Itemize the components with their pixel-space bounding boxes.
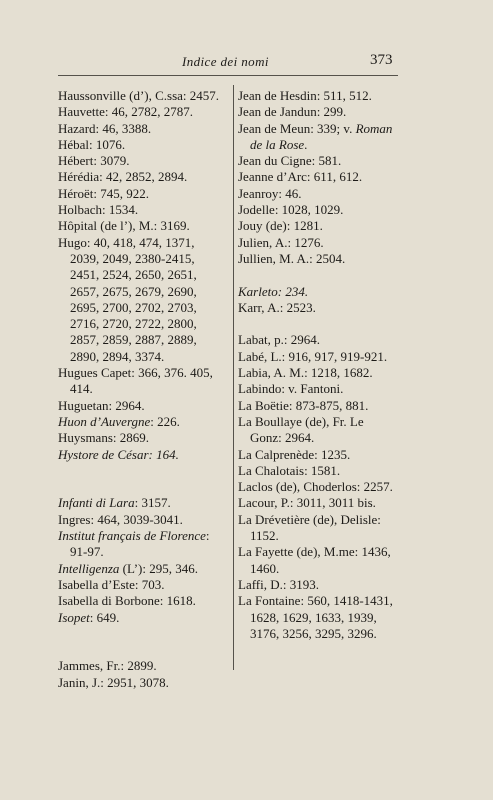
index-entry: Hébal: 1076.	[58, 136, 126, 152]
index-entry: Jean du Cigne: 581.	[238, 153, 342, 169]
index-entry: Jean de Hesdin: 511, 512.	[238, 88, 372, 103]
index-entry: Hauvette: 46, 2782, 2787.	[58, 104, 194, 120]
index-entry: Holbach: 1534.	[58, 202, 139, 218]
index-entry: Jammes, Fr.: 2899.	[58, 658, 157, 674]
index-entry: Jullien, M. A.: 2504.	[238, 250, 346, 266]
index-entry: Hôpital (de l’), M.: 3169.	[58, 218, 190, 234]
index-entry: La Fontaine: 560, 1418-1431, 1628, 1629, 1633, 1939, 3176, 3256, 3295, 3296.	[238, 593, 393, 641]
index-entry: Julien, A.: 1276.	[238, 234, 324, 250]
section-gap	[238, 267, 398, 283]
index-entry: Intelligenza (L’): 295, 346.	[58, 560, 198, 576]
index-entry: Jeanne d’Arc: 611, 612.	[238, 169, 363, 185]
index-entry: Jean de Jandun: 299.	[238, 104, 347, 120]
italic-title: Karleto	[238, 283, 278, 299]
index-entry: Ingres: 464, 3039-3041.	[58, 511, 183, 527]
index-entry: Labia, A. M.: 1218, 1682.	[238, 365, 373, 381]
index-entry: La Boullaye (de), Fr. Le Gonz: 2964.	[238, 413, 364, 446]
header-rule	[58, 75, 398, 76]
index-entry: Huguetan: 2964.	[58, 397, 145, 413]
index-entry: Hérédia: 42, 2852, 2894.	[58, 169, 188, 185]
index-entry: Isabella di Borbone: 1618.	[58, 593, 196, 609]
index-entry: Jouy (de): 1281.	[238, 218, 323, 234]
index-entry: Jean de Meun: 339; v. Roman de la Rose.	[238, 120, 393, 152]
index-entry: Labat, p.: 2964.	[238, 332, 320, 348]
section-gap	[58, 642, 226, 658]
section-gap	[58, 479, 226, 495]
index-entry: La Drévetière (de), Delisle: 1152.	[238, 511, 381, 544]
index-entry: Labé, L.: 916, 917, 919-921.	[238, 348, 388, 364]
index-entry: Héroët: 745, 922.	[58, 185, 149, 201]
index-entry: Hugues Capet: 366, 376. 405, 414.	[58, 365, 213, 397]
index-entry: Laclos (de), Choderlos: 2257.	[238, 479, 393, 495]
index-entry: Lacour, P.: 3011, 3011 bis.	[238, 495, 376, 511]
index-entry: Labindo: v. Fantoni.	[238, 381, 344, 397]
index-entry: Infanti di Lara: 3157.	[58, 495, 171, 511]
index-entry: Isabella d’Este: 703.	[58, 576, 165, 592]
running-title: Indice dei nomi	[182, 54, 269, 69]
index-entry: Hystore de César: 164.	[58, 446, 179, 462]
column-divider	[233, 85, 234, 670]
index-entry: Laffi, D.: 3193.	[238, 576, 319, 592]
right-column	[238, 88, 398, 642]
italic-title: Institut français de Florence	[58, 528, 206, 544]
section-gap	[58, 463, 226, 479]
page-number: 373	[370, 52, 393, 68]
index-entry: Institut français de Florence: 91-97.	[58, 528, 210, 560]
index-entry: La Chalotais: 1581.	[238, 462, 341, 478]
italic-title: Intelligenza	[58, 560, 120, 576]
index-entry: Haussonville (d’), C.ssa: 2457.	[58, 88, 220, 103]
index-entry: La Boëtie: 873-875, 881.	[238, 397, 369, 413]
index-entry: Karr, A.: 2523.	[238, 299, 316, 315]
index-entry: La Calprenède: 1235.	[238, 446, 351, 462]
index-entry: Huon d’Auvergne: 226.	[58, 413, 180, 429]
index-entry: Jeanroy: 46.	[238, 185, 302, 201]
italic-title: Roman de la Rose	[250, 120, 393, 152]
index-entry: Janin, J.: 2951, 3078.	[58, 674, 169, 690]
index-entry: Isopet: 649.	[58, 609, 120, 625]
italic-title: Isopet	[58, 609, 90, 625]
section-gap	[238, 316, 398, 332]
italic-title: Infanti di Lara	[58, 495, 135, 511]
index-entry: Hazard: 46, 3388.	[58, 120, 152, 136]
index-entry: Huysmans: 2869.	[58, 430, 149, 446]
section-gap	[58, 626, 226, 642]
index-entry: Hébert: 3079.	[58, 153, 130, 169]
index-entry: La Fayette (de), M.me: 1436, 1460.	[238, 544, 391, 576]
index-entry: Karleto: 234.	[238, 283, 309, 299]
index-entry: Jodelle: 1028, 1029.	[238, 202, 344, 218]
index-entry: Hugo: 40, 418, 474, 1371, 2039, 2049, 2380-2415, 2451, 2524, 2650, 2651, 2657, 2675, 2679, 2690, 2695, 2700, 2702, 2703, 2716, 2720, 2722, 2800, 2857, 2859, 2887, 2889, 2890, 2894, 3374.	[58, 234, 197, 364]
left-column	[58, 88, 226, 691]
italic-title: Huon d’Auvergne	[58, 413, 151, 429]
